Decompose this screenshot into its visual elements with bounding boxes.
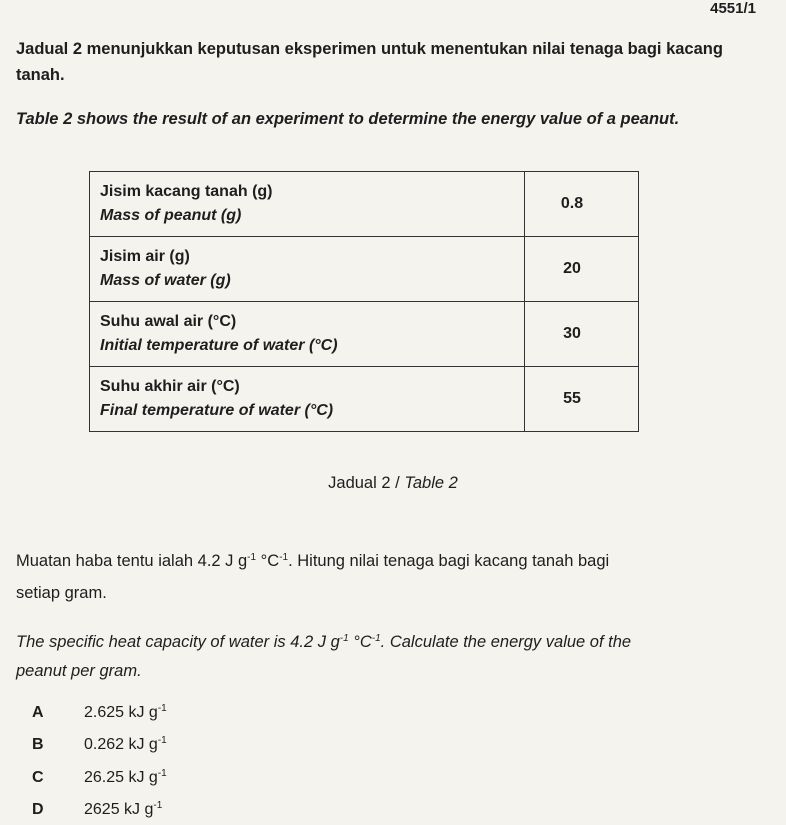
prompt-ms-line1	[16, 547, 609, 572]
row-label-ms: Jisim kacang tanah (g)	[100, 183, 273, 200]
option-exp: -1	[157, 703, 167, 714]
intro-ms-line2: tanah.	[16, 66, 65, 84]
option-letter: A	[32, 704, 44, 721]
row-label	[90, 302, 525, 367]
row-value: 0.8	[525, 172, 639, 237]
option-exp: -1	[153, 800, 163, 811]
option-a[interactable]	[32, 703, 167, 722]
prompt-en-line2: peanut per gram.	[16, 662, 142, 680]
row-label	[90, 367, 525, 432]
exp-g-en: -1	[339, 633, 349, 644]
prompt-en-line1	[16, 628, 631, 653]
results-table	[89, 171, 639, 432]
exp-c-en: -1	[371, 633, 381, 644]
prompt-en-post: . Calculate the energy value of the	[380, 633, 632, 651]
row-label-ms: Suhu akhir air (°C)	[100, 378, 240, 395]
row-label-en: Initial temperature of water (°C)	[100, 337, 338, 354]
row-label-en: Mass of peanut (g)	[100, 207, 242, 224]
row-value: 20	[525, 237, 639, 302]
table-row	[90, 367, 639, 432]
option-exp: -1	[157, 735, 167, 746]
prompt-en-pre: The specific heat capacity of water is 4.2 J g	[16, 633, 340, 651]
prompt-ms-pre: Muatan haba tentu ialah 4.2 J g	[16, 552, 248, 570]
option-b[interactable]	[32, 735, 167, 754]
row-label	[90, 237, 525, 302]
option-c[interactable]	[32, 768, 167, 787]
caption-ms: Jadual 2	[328, 474, 391, 492]
option-letter: D	[32, 801, 44, 818]
row-label-en: Final temperature of water (°C)	[100, 402, 334, 419]
prompt-ms-post: . Hitung nilai tenaga bagi kacang tanah bagi	[288, 552, 610, 570]
caption-en: Table 2	[404, 474, 458, 492]
row-label	[90, 172, 525, 237]
row-label-en: Mass of water (g)	[100, 272, 231, 289]
option-text: 26.25 kJ g	[84, 769, 158, 786]
option-text: 2.625 kJ g	[84, 704, 158, 721]
option-letter: B	[32, 736, 44, 753]
table-row	[90, 302, 639, 367]
unit-deg: °C	[256, 552, 280, 570]
intro-en: Table 2 shows the result of an experiment to determine the energy value of a peanut.	[16, 110, 680, 128]
exp-c: -1	[279, 552, 289, 563]
option-text: 0.262 kJ g	[84, 736, 158, 753]
row-value: 30	[525, 302, 639, 367]
option-text: 2625 kJ g	[84, 801, 154, 818]
exp-g: -1	[247, 552, 257, 563]
table-caption	[0, 474, 786, 493]
row-label-ms: Suhu awal air (°C)	[100, 313, 237, 330]
intro-ms-line1: Jadual 2 menunjukkan keputusan eksperimen untuk menentukan nilai tenaga bagi kacang	[16, 40, 723, 58]
option-exp: -1	[157, 768, 167, 779]
row-value: 55	[525, 367, 639, 432]
prompt-ms-line2: setiap gram.	[16, 584, 107, 602]
table-row	[90, 172, 639, 237]
option-letter: C	[32, 769, 44, 786]
unit-deg-en: °C	[348, 633, 372, 651]
caption-sep: /	[390, 474, 405, 492]
option-d[interactable]	[32, 800, 162, 819]
paper-code: 4551/1	[710, 0, 756, 17]
table-row	[90, 237, 639, 302]
row-label-ms: Jisim air (g)	[100, 248, 190, 265]
